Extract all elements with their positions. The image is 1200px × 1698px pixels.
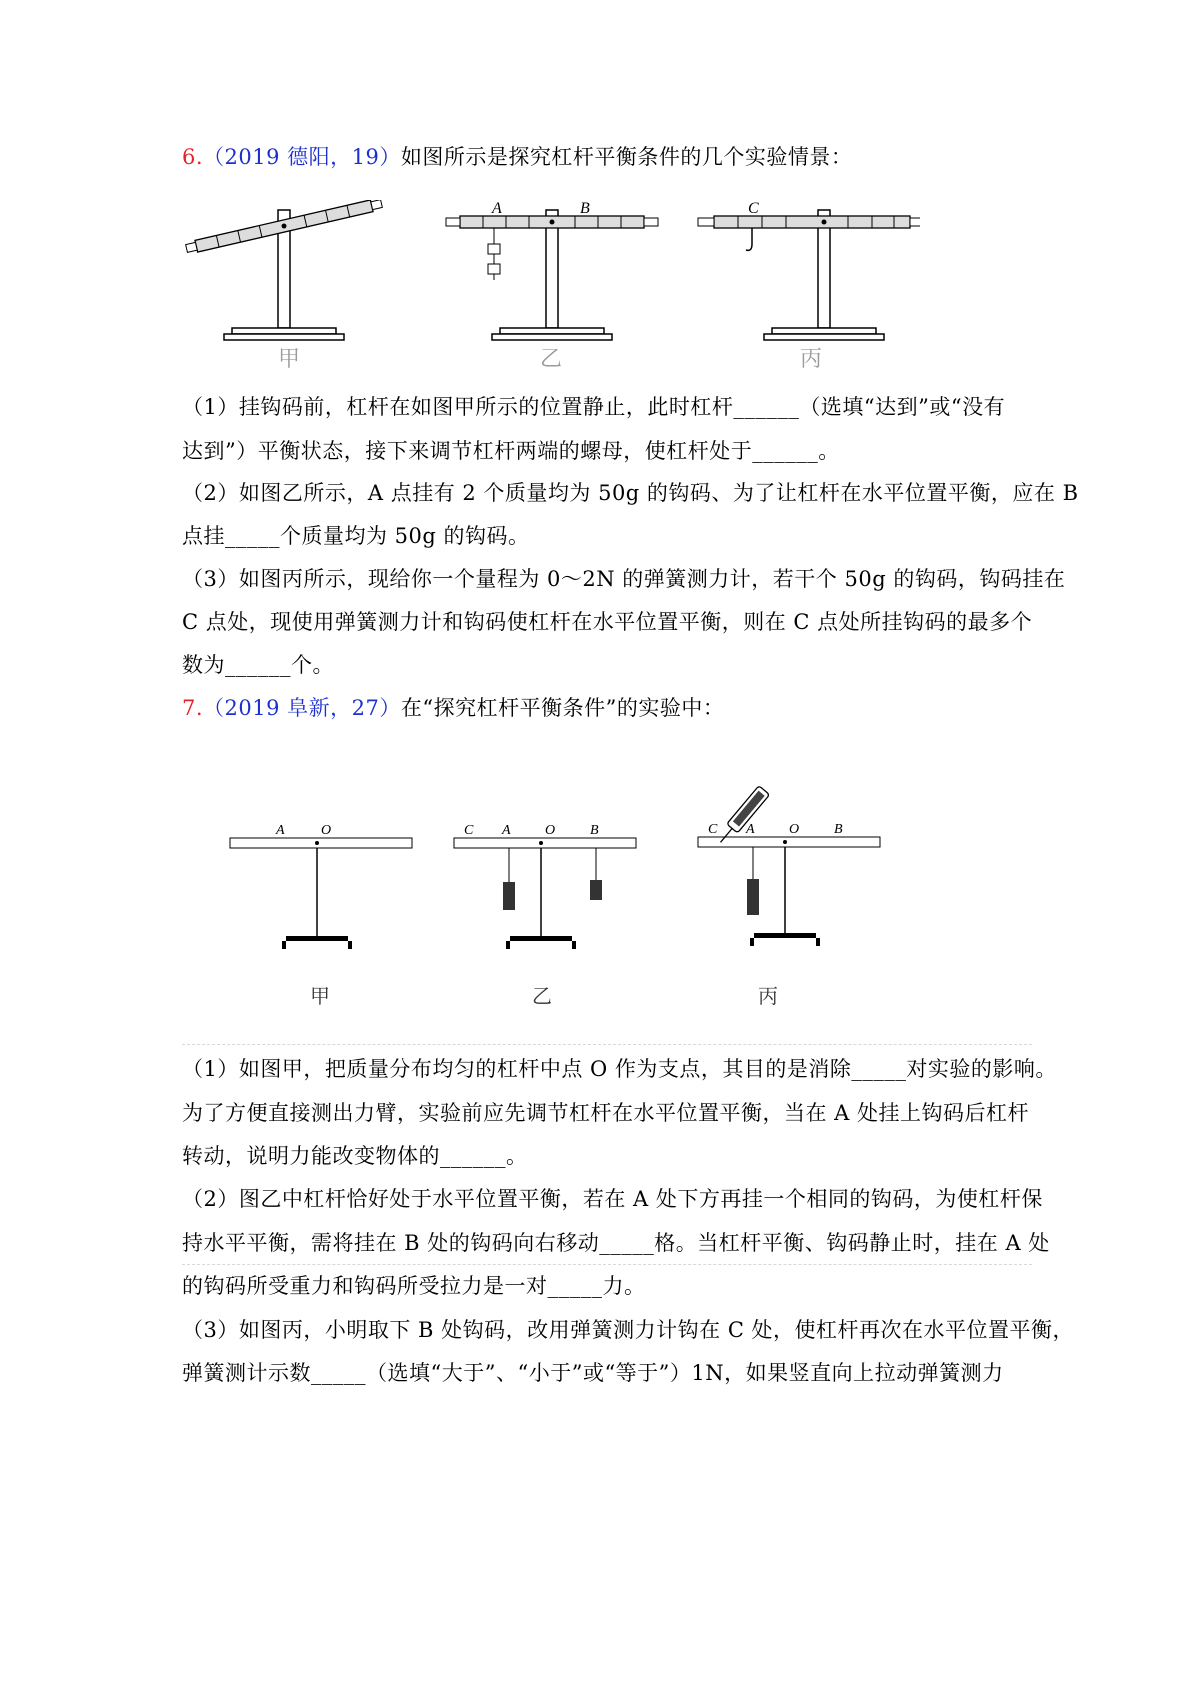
q7-p2-line3: 的钩码所受重力和钩码所受拉力是一对_____力。 — [182, 1274, 646, 1298]
q7-p1-line1: （1）如图甲，把质量分布均匀的杠杆中点 O 作为支点，其目的是消除_____对实验的影响。 — [182, 1057, 1057, 1081]
q7-caption-yi: 乙 — [532, 984, 552, 1008]
q6-caption-bing: 丙 — [800, 347, 823, 372]
q6-p3-line1: （3）如图丙所示，现给你一个量程为 0～2N 的弹簧测力计，若干个 50g 的钩码，钩码挂在 — [182, 567, 1066, 591]
q6-p1-line2: 达到”）平衡状态，接下来调节杠杆两端的螺母，使杠杆处于______。 — [182, 439, 840, 463]
label-b: B — [580, 200, 590, 217]
q7-source: （2019 阜新，27） — [203, 696, 401, 720]
label-b: B — [834, 822, 843, 837]
label-a: A — [746, 822, 755, 837]
q6-source: （2019 德阳，19） — [203, 145, 401, 169]
q6-p3-line3: 数为______个。 — [182, 653, 334, 677]
q7-heading — [182, 693, 1032, 723]
q7-p1-line2: 为了方便直接测出力臂，实验前应先调节杠杆在水平位置平衡，当在 A 处挂上钩码后杠杆 — [182, 1101, 1030, 1125]
q7-figure-yi — [446, 810, 646, 960]
hook — [746, 228, 752, 250]
label-o: O — [321, 823, 332, 838]
q6-p1-line1: （1）挂钩码前，杠杆在如图甲所示的位置静止，此时杠杆______（选填“达到”或“没有 — [182, 395, 1006, 419]
q7-p1-line3: 转动，说明力能改变物体的______。 — [182, 1144, 528, 1168]
q7-figure-bing — [690, 775, 890, 960]
q7-number: 7. — [182, 696, 204, 720]
q7-figure-jia — [222, 810, 422, 960]
q6-p2-line2: 点挂_____个质量均为 50g 的钩码。 — [182, 524, 530, 548]
q6-caption-yi: 乙 — [540, 347, 563, 372]
q6-stem: 如图所示是探究杠杆平衡条件的几个实验情景： — [400, 145, 853, 169]
horizontal-lever — [698, 216, 920, 228]
q7-p3-line1: （3）如图丙，小明取下 B 处钩码，改用弹簧测力计钩在 C 处，使杠杆再次在水平位置平衡， — [182, 1318, 1075, 1342]
q7-p3-line2: 弹簧测计示数_____（选填“大于”、“小于”或“等于”）1N，如果竖直向上拉动弹簧测力 — [182, 1361, 1004, 1385]
label-a: A — [276, 823, 285, 838]
q7-p2-line2: 持水平平衡，需将挂在 B 处的钩码向右移动_____格。当杠杆平衡、钩码静止时，挂在 A 处 — [182, 1231, 1050, 1255]
q6-heading — [182, 142, 1032, 172]
q6-caption-jia: 甲 — [278, 347, 301, 372]
q6-p3-line2: C 点处，现使用弹簧测力计和钩码使杠杆在水平位置平衡，则在 C 点处所挂钩码的最多个 — [182, 610, 1033, 634]
label-c: C — [708, 822, 718, 837]
label-o: O — [545, 823, 556, 838]
horizontal-lever — [446, 216, 658, 228]
q6-number: 6. — [182, 145, 204, 169]
label-a: A — [492, 200, 502, 217]
label-c: C — [464, 823, 474, 838]
q7-p2-line1: （2）图乙中杠杆恰好处于水平位置平衡，若在 A 处下方再挂一个相同的钩码，为使杠杆保 — [182, 1187, 1043, 1211]
divider — [182, 1264, 1032, 1265]
label-c: C — [748, 200, 759, 217]
q7-caption-jia: 甲 — [310, 984, 330, 1008]
label-b: B — [590, 823, 599, 838]
lever-stand — [492, 210, 612, 340]
hanging-weights-a — [488, 228, 500, 280]
label-o: O — [789, 822, 800, 837]
label-a: A — [502, 823, 511, 838]
divider — [182, 1044, 1032, 1045]
q7-caption-bing: 丙 — [758, 984, 778, 1008]
q6-p2-line1: （2）如图乙所示，A 点挂有 2 个质量均为 50g 的钩码、为了让杠杆在水平位置平衡，应在 B — [182, 481, 1079, 505]
lever-stand — [764, 210, 884, 340]
q7-stem: 在“探究杠杆平衡条件”的实验中： — [400, 696, 725, 720]
